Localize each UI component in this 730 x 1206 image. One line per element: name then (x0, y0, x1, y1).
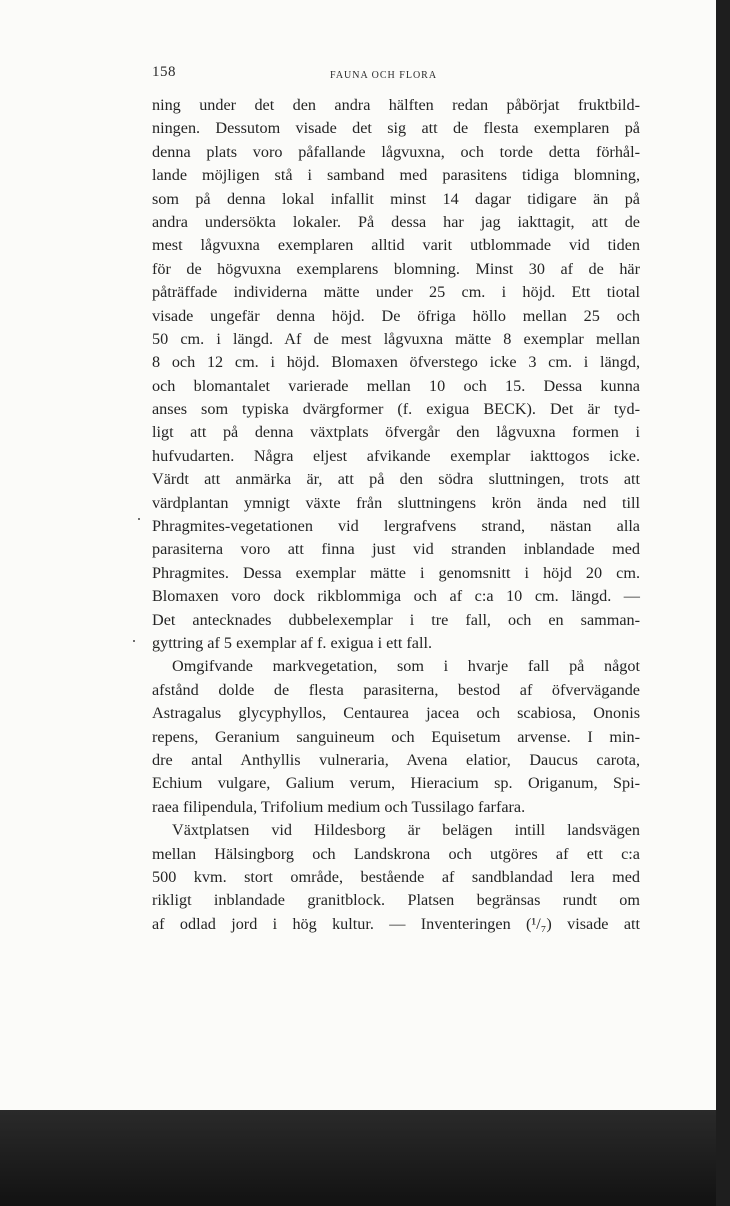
text-line: Värdt att anmärka är, att på den södra sluttningen, trots att (152, 470, 640, 489)
text-line: 50 cm. i längd. Af de mest lågvuxna mätte 8 exemplar mellan (152, 329, 640, 348)
dust-speck (138, 518, 140, 520)
paragraph-3 (152, 819, 640, 936)
text-line: Phragmites-vegetationen vid lergrafvens strand, nästan alla (152, 517, 640, 536)
text-line: dre antal Anthyllis vulneraria, Avena elatior, Daucus carota, (152, 750, 640, 769)
text-line: Det antecknades dubbelexemplar i tre fall, och en samman- (152, 610, 640, 629)
text-line: Echium vulgare, Galium verum, Hieracium sp. Origanum, Spi- (152, 774, 640, 793)
text-line: som på denna lokal infallit minst 14 dagar tidigare än på (152, 189, 640, 208)
text-line: och blomantalet varierade mellan 10 och 15. Dessa kunna (152, 376, 640, 395)
text-line: mest lågvuxna exemplaren alltid varit utblommade vid tiden (152, 236, 640, 255)
text-line: parasiterna voro att finna just vid stranden inblandade med (152, 540, 640, 559)
text-line: raea filipendula, Trifolium medium och Tussilago farfara. (152, 797, 526, 816)
text-line: 8 och 12 cm. i höjd. Blomaxen öfverstego icke 3 cm. i längd, (152, 353, 640, 372)
text-line: Blomaxen voro dock rikblommiga och af c:a 10 cm. längd. — (152, 587, 640, 606)
text-line: Astragalus glycyphyllos, Centaurea jacea och scabiosa, Ononis (152, 704, 640, 723)
text-line: gyttring af 5 exemplar af f. exigua i ett fall. (152, 633, 433, 652)
text-line: för de högvuxna exemplarens blomning. Minst 30 af de här (152, 259, 640, 278)
scan-bottom-area (0, 1110, 716, 1206)
dust-speck (133, 640, 135, 642)
paragraph-1 (152, 94, 640, 655)
text-line: Växtplatsen vid Hildesborg är belägen intill landsvägen (172, 821, 640, 840)
text-line: repens, Geranium sanguineum och Equisetum arvense. I min- (152, 727, 640, 746)
text-line: 500 kvm. stort område, bestående af sandblandad lera med (152, 867, 640, 886)
scan-right-edge (716, 0, 730, 1206)
text-line: denna plats voro påfallande lågvuxna, och torde detta förhål- (152, 142, 640, 161)
text-line: Phragmites. Dessa exemplar mätte i genomsnitt i höjd 20 cm. (152, 563, 640, 582)
text-line: afstånd dolde de flesta parasiterna, bestod af öfvervägande (152, 680, 640, 699)
body-text (152, 94, 640, 936)
text-line: mellan Hälsingborg och Landskrona och utgöres af ett c:a (152, 844, 640, 863)
text-line: visade ungefär denna höjd. De öfriga höllo mellan 25 och (152, 306, 640, 325)
text-line: anses som typiska dvärgformer (f. exigua BECK). Det är tyd- (152, 400, 640, 419)
text-line: påträffade individerna mätte under 25 cm. i höjd. Ett tiotal (152, 283, 640, 302)
text-line: af odlad jord i hög kultur. — Inventeringen (¹/₇) visade att (152, 914, 640, 933)
page-number: 158 (152, 64, 176, 80)
text-line: lande möjligen stå i samband med parasitens tidiga blomning, (152, 166, 640, 185)
text-line: ligt att på denna växtplats öfvergår den lågvuxna formen i (152, 423, 640, 442)
running-head: FAUNA OCH FLORA (330, 70, 438, 81)
text-line: hufvudarten. Några eljest afvikande exemplar iakttogos icke. (152, 446, 640, 465)
text-line: ningen. Dessutom visade det sig att de flesta exemplaren på (152, 119, 640, 138)
paragraph-2 (152, 655, 640, 819)
text-line: ning under det den andra hälften redan påbörjat fruktbild- (152, 96, 640, 114)
text-line: Omgifvande markvegetation, som i hvarje fall på något (172, 657, 640, 676)
text-line: andra undersökta lokaler. På dessa har jag iakttagit, att de (152, 212, 640, 231)
text-line: rikligt inblandade granitblock. Platsen begränsas rundt om (152, 891, 640, 910)
text-line: värdplantan ymnigt växte från sluttningens krön ända ned till (152, 493, 640, 512)
